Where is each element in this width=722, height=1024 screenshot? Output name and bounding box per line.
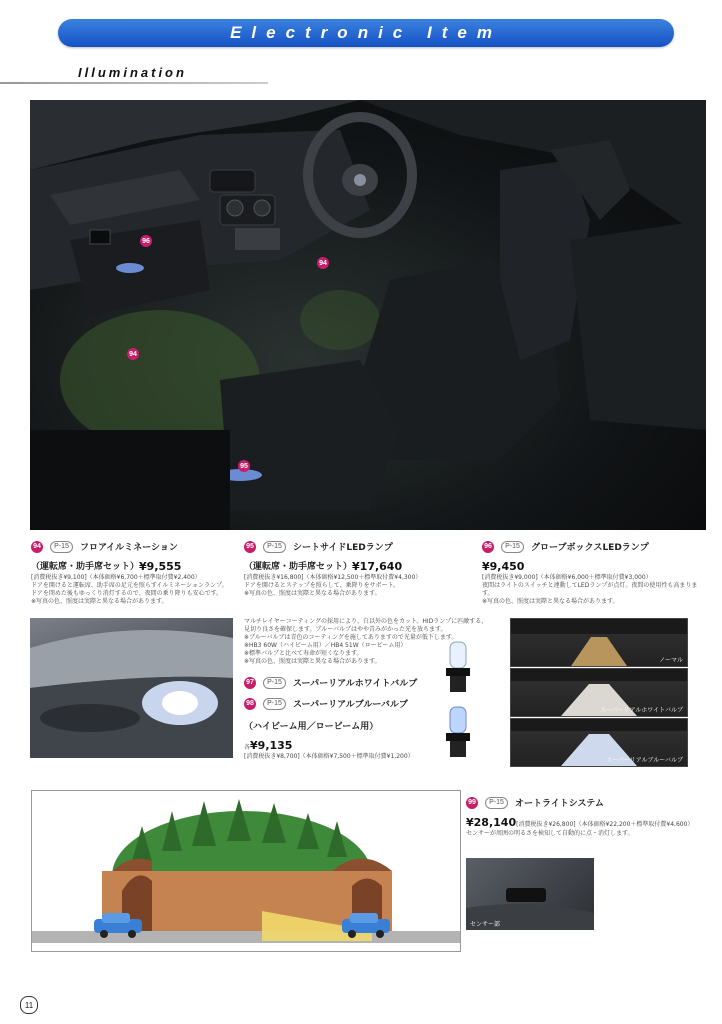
item-number-badge: 96 [482, 541, 494, 553]
road-label: スーパーリアルホワイトバルブ [600, 707, 683, 714]
item-desc-line: ドアを開けると運転席、助手席の足元を照らすイルミネーションランプ。 [31, 582, 228, 589]
item-number-badge: 94 [31, 541, 43, 553]
item-tax-note: [消費税抜き¥9,100]（本体価格¥6,700＋標準取付費¥2,400） [31, 574, 201, 581]
item-desc-line: 夜間はライトのスイッチと連動してLEDランプが点灯。夜間の使用性も高まります。 [482, 582, 698, 597]
item-floor-illumination [31, 536, 256, 606]
item-tax-note: [消費税抜き¥16,800]（本体価格¥12,500＋標準取付費¥4,300） [244, 574, 422, 581]
item-price: ¥17,640 [352, 560, 403, 573]
marker-95: 95 [238, 460, 250, 472]
bulb-desc-line: マルチレイヤーコーティングの採用により、白以外の色をカット。HIDランプに匹敵する、 [244, 618, 488, 625]
bulb-price: ¥9,135 [250, 739, 293, 752]
section-banner [58, 19, 674, 47]
page-ref-badge: P-15 [501, 541, 524, 553]
item-desc: センサーが周囲の明るさを検知して自動的に点・消灯します。 [466, 830, 634, 837]
item-number-badge: 95 [244, 541, 256, 553]
item-name: グローブボックスLEDランプ [530, 543, 649, 553]
item-desc-line: ※写真の色、照度は実際と異なる場合があります。 [482, 598, 619, 605]
item-desc-line: ドアを開けるとステップを照らして、乗降りをサポート。 [244, 582, 400, 589]
headlight-photo [30, 618, 233, 758]
marker-96: 96 [140, 235, 152, 247]
item-tax-note: [消費税抜き¥9,000]（本体価格¥6,000＋標準取付費¥3,000） [482, 574, 652, 581]
item-desc-line: ドアを閉めた後もゆっくり消灯するので、夜間の乗り降りも安心です。 [31, 590, 223, 597]
item-glovebox-led [482, 536, 707, 606]
auto-light-illustration [31, 790, 461, 952]
sensor-photo [466, 858, 594, 930]
road-label: スーパーリアルブルーバルブ [606, 757, 683, 764]
item-desc-line: ※写真の色、照度は実際と異なる場合があります。 [31, 598, 168, 605]
marker-94-lower: 94 [127, 348, 139, 360]
marker-94-upper: 94 [317, 257, 329, 269]
bulb-sub: （ハイビーム用／ロービーム用） [244, 722, 379, 732]
sensor-label: センサー部 [470, 921, 501, 928]
item-name: オートライトシステム [514, 799, 604, 809]
page-number: 11 [20, 996, 38, 1014]
bulb-desc-line: 見切り良さを確保します。ブルーバルブはやや青みがかった光を放ちます。 [244, 626, 447, 633]
item-sub: （運転席・助手席セット） [244, 562, 353, 572]
bulb-tax-note: [消費税抜き¥8,700]（本体価格¥7,500＋標準取付費¥1,200） [244, 753, 414, 760]
page-ref-badge: P-15 [485, 797, 508, 809]
bulb-desc-line: ※標準バルブと比べて寿命が短くなります。 [244, 650, 363, 657]
item-tax-note: [消費税抜き¥26,800]（本体価格¥22,200＋標準取付費¥4,600） [516, 821, 694, 828]
item-number-badge: 97 [244, 677, 256, 689]
item-auto-light [466, 792, 706, 838]
road-label: ノーマル [659, 657, 683, 664]
blue-bulb-image [440, 705, 476, 760]
item-name: シートサイドLEDランプ [292, 543, 393, 553]
item-desc-line: ※写真の色、照度は実際と異なる場合があります。 [244, 590, 381, 597]
bulb-desc-line: ※写真の色、照度は実際と異なる場合があります。 [244, 658, 381, 665]
item-number-badge: 99 [466, 797, 478, 809]
item-price: ¥9,450 [482, 560, 525, 573]
item-price: ¥28,140 [466, 816, 517, 829]
bulb-desc-line: ※HB3 60W（ハイビーム用）／HB4 51W（ロービーム用） [244, 642, 407, 649]
interior-illustration [30, 100, 706, 530]
item-name: スーパーリアルブルーバルブ [292, 700, 408, 710]
item-name: フロアイルミネーション [79, 543, 178, 553]
bulb-desc-line: ※ブルーバルブは青色のコーティングを施してありますので光量が低下します。 [244, 634, 458, 641]
item-price: ¥9,555 [139, 560, 182, 573]
page-ref-badge: P-15 [263, 541, 286, 553]
item-name: スーパーリアルホワイトバルブ [292, 679, 418, 689]
page-ref-badge: P-15 [263, 677, 286, 689]
item-sub: （運転席・助手席セット） [31, 562, 140, 572]
page-ref-badge: P-15 [263, 698, 286, 710]
white-bulb-image [440, 640, 476, 695]
headlight-illustration [30, 618, 233, 758]
page-ref-badge: P-15 [50, 541, 73, 553]
interior-photo [30, 100, 706, 530]
road-photo-normal [510, 618, 688, 667]
item-seat-side-led [244, 536, 469, 598]
section-divider [0, 82, 268, 84]
bulb-items [244, 672, 444, 761]
banner-title: Electronic Item [230, 23, 502, 42]
item-number-badge: 98 [244, 698, 256, 710]
section-title: Illumination [78, 65, 187, 80]
road-photo-blue [510, 718, 688, 767]
road-photo-white [510, 668, 688, 717]
bulb-price-prefix: 各 [244, 744, 251, 751]
